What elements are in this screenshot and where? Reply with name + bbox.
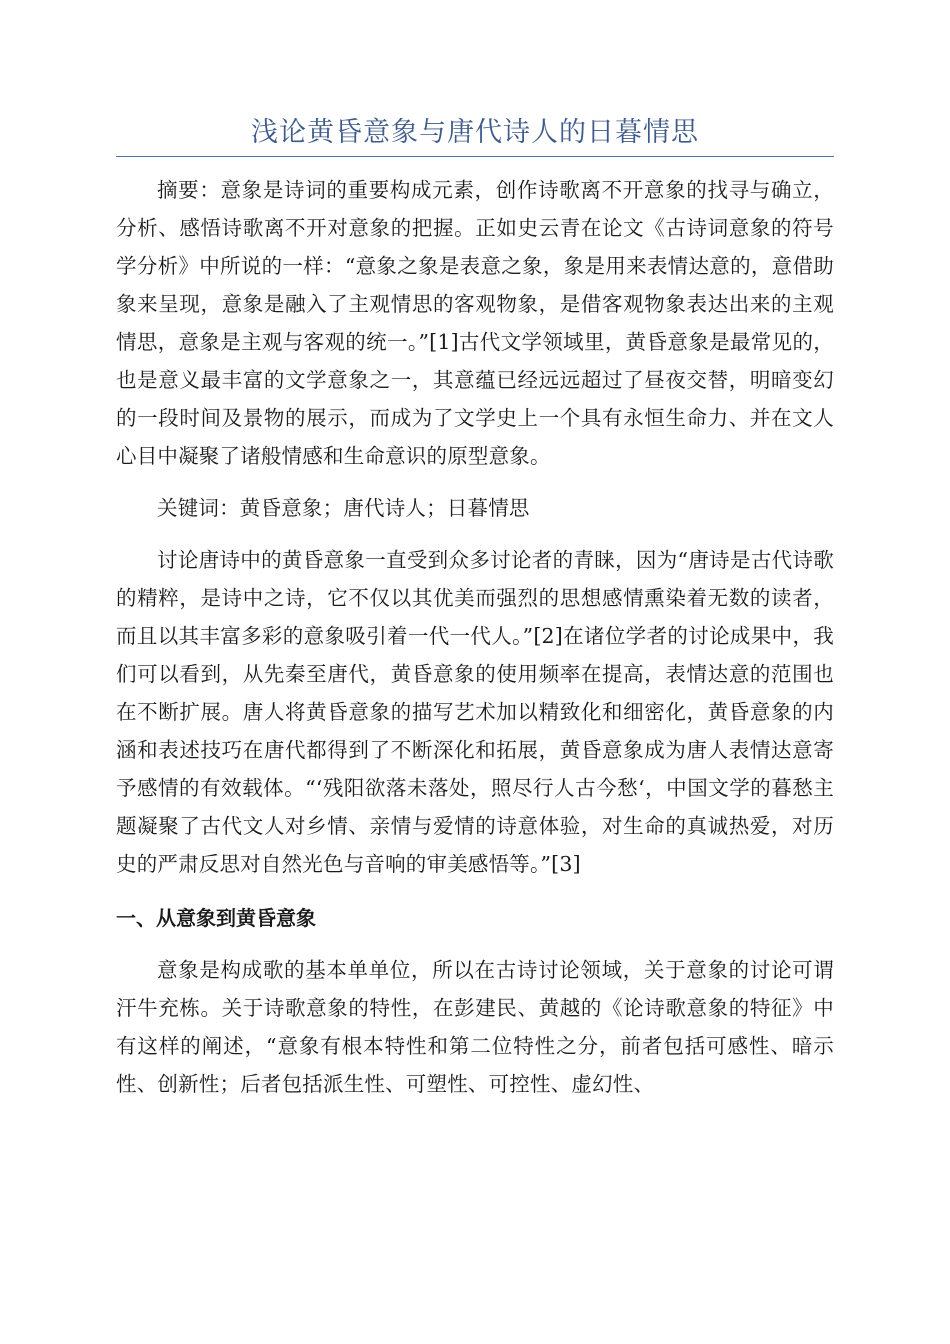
- spacer: [116, 527, 834, 541]
- document-title: 浅论黄昏意象与唐代诗人的日暮情思: [251, 117, 699, 148]
- section-paragraph: 意象是构成歌的基本单单位，所以在古诗讨论领域，关于意象的讨论可谓汗牛充栋。关于诗歌意象的特性，在彭建民、黄越的《论诗歌意象的特征》中有这样的阐述，“意象有根本特性和第二位特性之分，前者包括可感性、暗示性、创新性；后者包括派生性、可塑性、可控性、虚幻性、: [116, 958, 834, 1096]
- spacer: [116, 937, 834, 951]
- abstract-paragraph: 摘要：意象是诗词的重要构成元素，创作诗歌离不开意象的找寻与确立，分析、感悟诗歌离不开对意象的把握。正如史云青在论文《古诗词意象的符号学分析》中所说的一样：“意象之象是表意之象，象是用来表情达意的，意借助象来呈现，意象是融入了主观情思的客观物象，是借客观物象表达出来的主观情思，意象是主观与客观的统一。”[1]古代文学领域里，黄昏意象是最常见的，也是意义最丰富的文学意象之一，其意蕴已经远远超过了昼夜交替，明暗变幻的一段时间及景物的展示，而成为了文学史上一个具有永恒生命力、并在文人心目中凝聚了诸般情感和生命意识的原型意象。: [116, 178, 834, 468]
- intro-paragraph: 讨论唐诗中的黄昏意象一直受到众多讨论者的青睐，因为“唐诗是古代诗歌的精粹，是诗中之诗，它不仅以其优美而强烈的思想感情熏染着无数的读者，而且以其丰富多彩的意象吸引着一代一代人。”[2]在诸位学者的讨论成果中，我们可以看到，从先秦至唐代，黄昏意象的使用频率在提高，表情达意的范围也在不断扩展。唐人将黄昏意象的描写艺术加以精致化和细密化，黄昏意象的内涵和表述技巧在唐代都得到了不断深化和拓展，黄昏意象成为唐人表情达意寄予感情的有效载体。“‘残阳欲落未落处，照尽行人古今愁‘，中国文学的暮愁主题凝聚了古代文人对乡情、亲情与爱情的诗意体验，对生命的真诚热爱，对历史的严肃反思对自然光色与音响的审美感悟等。”[3]: [116, 548, 834, 876]
- keywords-paragraph: 关键词：黄昏意象；唐代诗人；日暮情思: [157, 496, 530, 520]
- section-heading: 一、从意象到黄昏意象: [116, 906, 316, 930]
- spacer: [116, 475, 834, 489]
- title-underline: [116, 156, 834, 157]
- document-page: [116, 110, 834, 1103]
- spacer: [116, 883, 834, 899]
